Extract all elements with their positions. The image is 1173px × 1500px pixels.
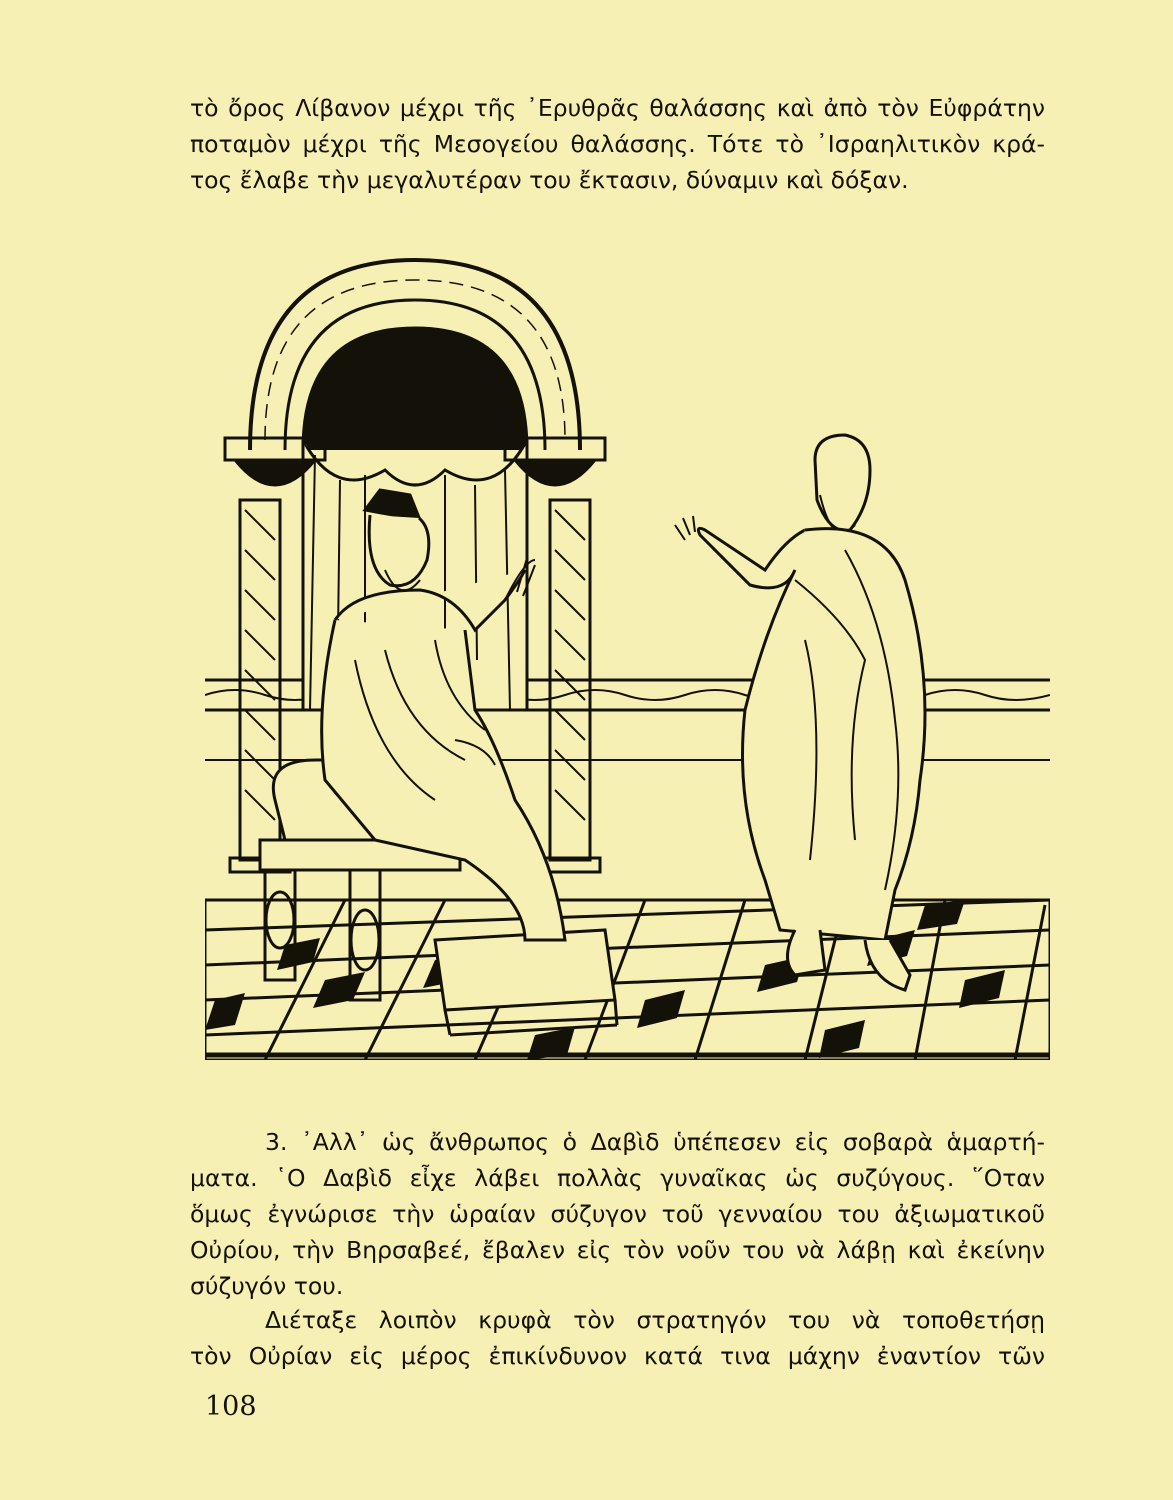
text-line: ποταμὸν μέχρι τῆς Μεσογείου θαλάσσης. Τότε τὸ ᾿Ισραηλιτικὸν κρά- <box>190 130 1045 158</box>
page-number: 108 <box>205 1391 257 1422</box>
paragraph-3 <box>190 1124 1045 1304</box>
checkered-floor <box>205 900 1050 1060</box>
woodcut-illustration <box>205 240 1050 1060</box>
text-line: Διέταξε λοιπὸν κρυφὰ τὸν στρατηγόν του νὰ τοποθετήσῃ <box>265 1306 1045 1334</box>
text-line: Οὐρίου, τὴν Βηρσαβεέ, ἔβαλεν εἰς τὸν νοῦν του νὰ λάβῃ καὶ ἐκείνην <box>190 1236 1045 1264</box>
paragraph-4 <box>190 1302 1045 1374</box>
text-line: ματα. ῾Ο Δαβὶδ εἶχε λάβει πολλὰς γυναῖκας ὡς συζύγους. ῞Οταν <box>190 1164 1045 1192</box>
text-line: ὅμως ἐγνώρισε τὴν ὡραίαν σύζυγον τοῦ γενναίου του ἀξιωματικοῦ <box>190 1200 1045 1228</box>
text-line: σύζυγόν του. <box>190 1272 344 1300</box>
text-line: τὸν Οὐρίαν εἰς μέρος ἐπικίνδυνον κατά τινα μάχην ἐναντίον τῶν <box>190 1342 1045 1370</box>
text-line: 3. ᾿Αλλ᾿ ὡς ἄνθρωπος ὁ Δαβὶδ ὑπέπεσεν εἰς σοβαρὰ ἁμαρτή- <box>265 1128 1045 1156</box>
text-line: τὸ ὄρος Λίβανον μέχρι τῆς ᾿Ερυθρᾶς θαλάσσης καὶ ἀπὸ τὸν Εὐφράτην <box>190 94 1045 122</box>
paragraph-top <box>190 90 1045 198</box>
text-line: τος ἔλαβε τὴν μεγαλυτέραν του ἔκτασιν, δύναμιν καὶ δόξαν. <box>190 166 909 194</box>
